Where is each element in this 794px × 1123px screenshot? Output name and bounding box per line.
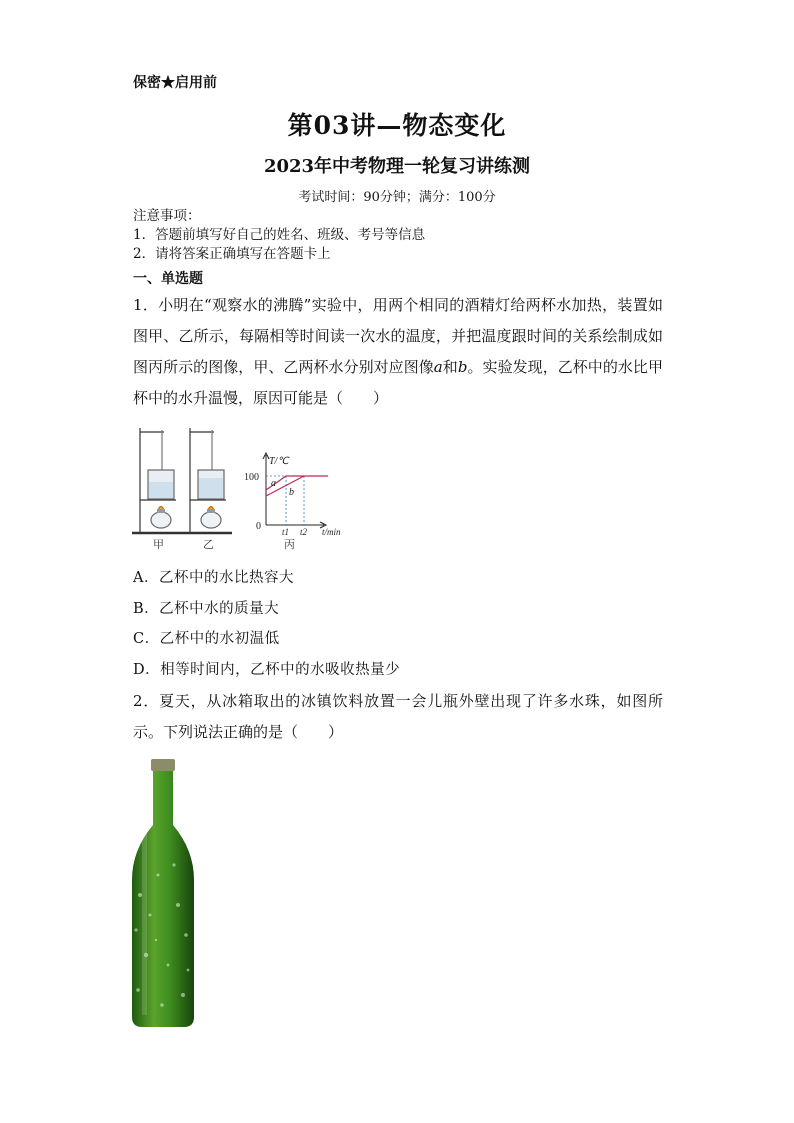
origin-label: 0	[256, 521, 261, 532]
q1-figure	[126, 420, 366, 555]
q1-option-c: C．乙杯中的水初温低	[133, 631, 280, 647]
q1-var-a: a	[433, 358, 443, 376]
q1-and: 和	[442, 358, 458, 376]
tick-t2: t2	[300, 527, 308, 537]
exam-info: 考试时间：90分钟；满分：100分	[298, 190, 496, 205]
notes-item: 1．答题前填写好自己的姓名、班级、考号等信息	[133, 227, 426, 243]
tick-100: 100	[244, 472, 259, 483]
q1-text-a: 1．小明在“观察水的沸腾”实验中，用两个相同的酒精灯给两杯水加热，装置如图甲、乙所示，每隔相等时间读一次水的温度，并把温度跟时间的关系绘制成如图丙所示的图像，甲、乙两杯水分别对应图像	[133, 296, 663, 376]
apparatus-yi	[182, 428, 232, 533]
notes-heading: 注意事项：	[133, 208, 201, 224]
lecture-title: 第03讲—物态变化	[287, 111, 507, 140]
document-subtitle: 2023年中考物理一轮复习讲练测	[263, 156, 531, 177]
curve-a-label: a	[271, 478, 276, 489]
question-2-text: 2．夏天，从冰箱取出的冰镇饮料放置一会儿瓶外壁出现了许多水珠，如图所示。下列说法正确的是（ ）	[133, 692, 663, 741]
question-1-text	[133, 290, 663, 414]
q1-option-d: D．相等时间内，乙杯中的水吸收热量少	[133, 662, 401, 678]
q1-var-b: b	[457, 358, 468, 376]
notes-block	[133, 207, 425, 264]
label-bing: 丙	[284, 539, 295, 551]
notes-item: 2．请将答案正确填写在答题卡上	[133, 246, 331, 262]
temperature-graph	[244, 453, 341, 551]
bottle-image	[128, 755, 198, 1030]
q1-option-b: B．乙杯中水的质量大	[133, 601, 280, 617]
y-axis-label: T/℃	[269, 456, 289, 467]
label-yi: 乙	[203, 538, 214, 551]
q1-text-b: 。实验发现，乙杯中的水比甲杯中的水升温慢，原因可能是（ ）	[133, 358, 663, 407]
label-jia: 甲	[153, 538, 164, 551]
q1-option-a: A．乙杯中的水比热容大	[133, 570, 294, 586]
section-title: 一、单选题	[133, 271, 203, 287]
tick-t1: t1	[282, 527, 290, 537]
confidential-label: 保密★启用前	[133, 75, 217, 91]
x-axis-label: t/min	[322, 527, 341, 537]
apparatus-jia	[132, 428, 182, 533]
curve-b-label: b	[289, 487, 294, 498]
